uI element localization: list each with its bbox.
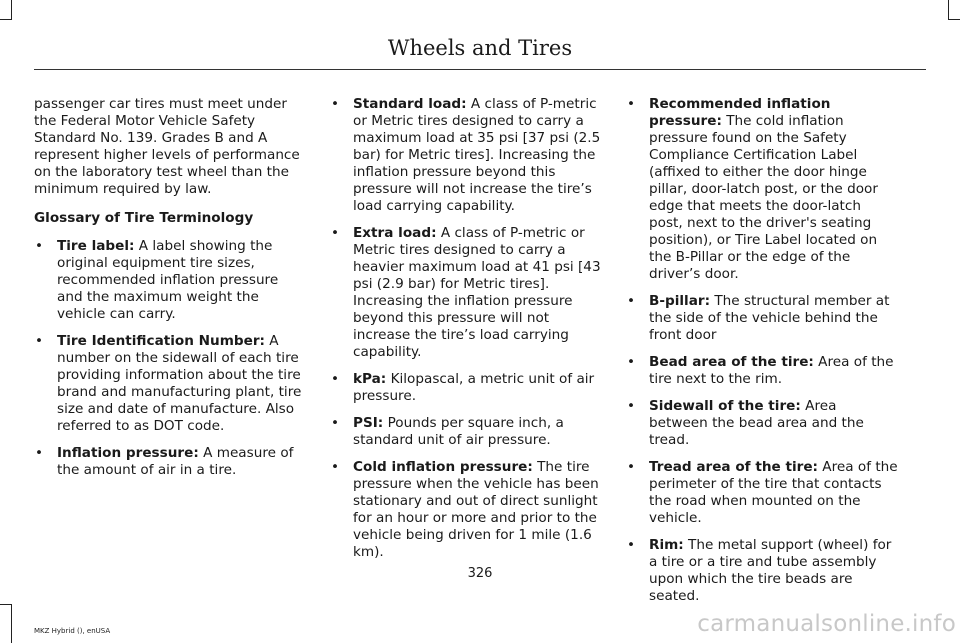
glossary-item [330,459,602,561]
glossary-term: B-pillar: [649,293,711,309]
glossary-term: Inflation pressure: [57,445,199,461]
glossary-item [34,238,306,323]
glossary-term: Tire Identification Number: [57,333,265,349]
glossary-item [626,354,898,388]
watermark-logo: carmanualsonline.info [697,611,956,637]
page-header-title: Wheels and Tires [387,36,573,60]
glossary-term: Sidewall of the tire: [649,398,801,414]
glossary-definition: Pounds per square inch, a standard unit of air pressure. [353,415,564,448]
glossary-definition: A number on the sidewall of each tire providing information about the tire brand and manufacturing plant, tire size and date of manufacture. Also referred to as DOT code. [57,333,302,434]
glossary-term: Tire label: [57,238,135,254]
glossary-term: Standard load: [353,96,467,112]
glossary-item [330,225,602,361]
crop-mark [0,19,12,20]
bullet-icon: • [331,459,340,475]
glossary-definition: Kilopascal, a metric unit of air pressure. [353,371,595,404]
page-number: 326 [467,566,493,581]
glossary-heading: Glossary of Tire Terminology [34,210,254,226]
bullet-icon: • [627,459,636,475]
bullet-icon: • [331,371,340,387]
column-1 [34,96,306,489]
glossary-item [330,415,602,449]
glossary-definition: The metal support (wheel) for a tire or a tire and tube assembly upon which the tire beads are seated. [649,537,892,604]
glossary-list [34,238,306,479]
bullet-icon: • [35,238,44,254]
glossary-definition: Area between the bead area and the tread. [649,398,864,448]
intro-paragraph: passenger car tires must meet under the Federal Motor Vehicle Safety Standard No. 139. Grades B and A represent higher levels of performance on the laboratory test wheel than the minimum required by law. [34,96,300,197]
glossary-item [626,459,898,527]
glossary-definition: The tire pressure when the vehicle has been stationary and out of direct sunlight for an hour or more and prior to the vehicle being driven for 1 mile (1.6 km). [353,459,599,560]
glossary-term: Rim: [649,537,684,553]
glossary-list [330,96,602,561]
glossary-definition: The structural member at the side of the vehicle behind the front door [649,293,890,343]
glossary-term: Tread area of the tire: [649,459,818,475]
glossary-item [34,445,306,479]
glossary-term: kPa: [353,371,387,387]
bullet-icon: • [627,398,636,414]
glossary-definition: A measure of the amount of air in a tire. [57,445,294,478]
glossary-term: Cold inflation pressure: [353,459,533,475]
glossary-term: PSI: [353,415,384,431]
crop-mark [948,19,960,20]
crop-mark [0,604,12,605]
bullet-icon: • [35,333,44,349]
glossary-term: Bead area of the tire: [649,354,814,370]
crop-mark [948,0,949,20]
bullet-icon: • [627,96,636,112]
glossary-definition: The cold inflation pressure found on the Safety Compliance Certification Label (affixed to either the door hinge pillar, door-latch post, or the door edge that meets the door-latch post, next to the driver's seating position), or Tire Label located on the B-Pillar or the edge of the driver’s door. [649,113,878,282]
footer-model-label: MKZ Hybrid (), enUSA [34,627,111,635]
glossary-term: Extra load: [353,225,437,241]
glossary-item [34,333,306,435]
glossary-item [626,398,898,449]
glossary-term: Recommended inflation pressure: [649,96,831,129]
glossary-item [330,96,602,215]
glossary-item [626,293,898,344]
column-3 [626,96,898,615]
bullet-icon: • [331,415,340,431]
bullet-icon: • [35,445,44,461]
header-divider [34,69,926,70]
glossary-item [330,371,602,405]
bullet-icon: • [331,225,340,241]
crop-mark [11,604,12,643]
crop-mark [11,0,12,20]
glossary-definition: A class of P-metric or Metric tires designed to carry a heavier maximum load at 41 psi [43 psi (2.9 bar) for Metric tires]. Increasing the inflation pressure beyond this pressure will not increase the tire’s load carrying capability. [353,225,601,360]
glossary-definition: Area of the tire next to the rim. [649,354,894,387]
bullet-icon: • [627,293,636,309]
glossary-item [626,96,898,283]
bullet-icon: • [627,537,636,553]
glossary-definition: A label showing the original equipment tire sizes, recommended inflation pressure and the maximum weight the vehicle can carry. [57,238,279,322]
bullet-icon: • [331,96,340,112]
bullet-icon: • [627,354,636,370]
glossary-list [626,96,898,605]
column-2 [330,96,602,571]
glossary-definition: Area of the perimeter of the tire that contacts the road when mounted on the vehicle. [649,459,898,526]
glossary-definition: A class of P-metric or Metric tires designed to carry a maximum load at 35 psi [37 psi (2.5 bar) for Metric tires]. Increasing the inflation pressure beyond this pressure will not increase the tire’s load carrying capability. [353,96,601,214]
